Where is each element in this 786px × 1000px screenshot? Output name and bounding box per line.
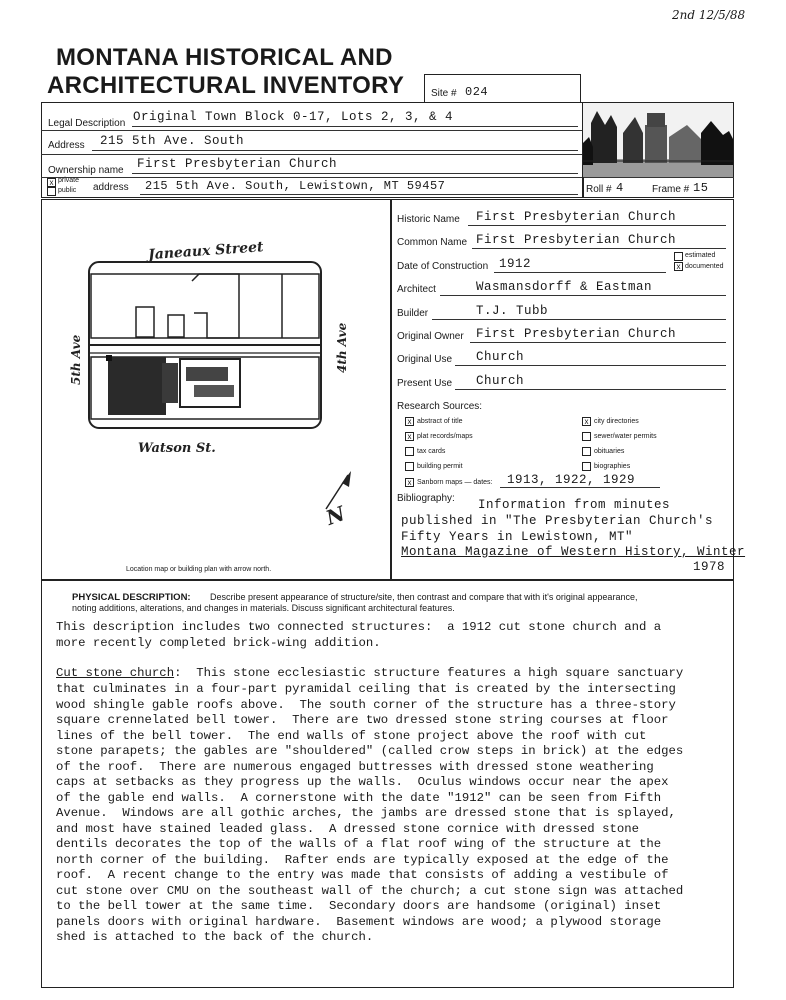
north-arrow-icon: N bbox=[322, 501, 349, 530]
body-line: square crennelated bell tower. There are two dressed stone string courses at floor bbox=[56, 713, 669, 727]
owner-address-label: address bbox=[93, 182, 129, 193]
estimated-label: estimated bbox=[685, 252, 716, 259]
body-line: of the roof. There are numerous engaged buttresses with dressed stone weathering bbox=[56, 760, 654, 774]
research-checkbox[interactable] bbox=[405, 447, 414, 456]
original-owner-value: First Presbyterian Church bbox=[476, 327, 677, 341]
body-line: of the gable end walls. A cornerstone with the date "1912" can be seen from Fifth bbox=[56, 791, 662, 805]
site-box bbox=[424, 74, 581, 103]
documented-label: documented bbox=[685, 263, 724, 270]
research-sources-label: Research Sources: bbox=[397, 401, 483, 412]
research-item: city directories bbox=[594, 418, 639, 425]
present-use-value: Church bbox=[476, 374, 525, 388]
form-title-line2: ARCHITECTURAL INVENTORY bbox=[47, 72, 405, 99]
corner-note: 2nd 12/5/88 bbox=[672, 8, 746, 22]
address-value: 215 5th Ave. South bbox=[100, 134, 245, 148]
documented-checkbox[interactable]: x bbox=[674, 262, 683, 271]
private-label: private bbox=[58, 177, 80, 184]
body-line: stone parapets; the gables are "shouldered" (called crow steps in brick) at the edges bbox=[56, 744, 684, 758]
legal-description-label: Legal Description bbox=[48, 118, 126, 129]
research-checkbox[interactable] bbox=[405, 462, 414, 471]
bibliography-line: Montana Magazine of Western History, Winter bbox=[401, 545, 746, 559]
bibliography-line: Information from minutes bbox=[478, 498, 671, 512]
private-checkbox[interactable]: x bbox=[47, 178, 56, 187]
research-checkbox[interactable] bbox=[582, 432, 591, 441]
sanborn-dates: 1913, 1922, 1929 bbox=[507, 473, 636, 487]
address-label: Address bbox=[48, 140, 85, 151]
physical-instructions-1: Describe present appearance of structure/site, then contrast and compare that with it's original appearance, bbox=[210, 592, 638, 602]
bibliography-label: Bibliography: bbox=[397, 493, 455, 504]
physical-instructions-2: noting additions, alterations, and changes in materials. Discuss significant architectural features. bbox=[72, 603, 455, 613]
body-line: to the bell tower at the same time. Secondary doors are handsome (original) inset bbox=[56, 899, 662, 913]
historic-name-label: Historic Name bbox=[397, 214, 460, 225]
original-use-label: Original Use bbox=[397, 354, 453, 365]
ownership-name-value: First Presbyterian Church bbox=[137, 157, 338, 171]
body-line: dentils decorates the top of the walls of a flat roof wing of the structure at the bbox=[56, 837, 662, 851]
date-of-construction-value: 1912 bbox=[499, 257, 532, 271]
body-line: north corner of the building. Rafter ends are typically exposed at the edge of the bbox=[56, 853, 669, 867]
body-line: cut stone over CMU on the southeast wall of the church; a cut stone sign was attached bbox=[56, 884, 684, 898]
map-street-top: Janeaux Street bbox=[147, 239, 264, 264]
ownership-name-label: Ownership name bbox=[48, 165, 124, 176]
frame-label: Frame # bbox=[652, 184, 690, 195]
architect-value: Wasmansdorff & Eastman bbox=[476, 280, 653, 294]
research-item: tax cards bbox=[417, 448, 446, 455]
site-label: Site # bbox=[431, 88, 457, 99]
body-line: panels doors with original hardware. Basement windows are wood; a plywood storage bbox=[56, 915, 662, 929]
research-item: obituaries bbox=[594, 448, 625, 455]
public-checkbox[interactable] bbox=[47, 187, 56, 196]
bibliography-line: Fifty Years in Lewistown, MT" bbox=[401, 530, 634, 544]
owner-address-value: 215 5th Ave. South, Lewistown, MT 59457 bbox=[145, 179, 446, 193]
research-checkbox[interactable]: x bbox=[405, 432, 414, 441]
research-checkbox[interactable]: x bbox=[405, 417, 414, 426]
site-value: 024 bbox=[465, 85, 489, 99]
sanborn-checkbox[interactable]: x bbox=[405, 478, 414, 487]
research-item: sewer/water permits bbox=[594, 433, 657, 440]
building-photo bbox=[582, 103, 733, 177]
body-line: that culminates in a four-part pyramidal ceiling that is created by the intersecting bbox=[56, 682, 676, 696]
location-map bbox=[44, 205, 388, 565]
date-of-construction-label: Date of Construction bbox=[397, 261, 489, 272]
map-street-right: 4th Ave bbox=[335, 322, 349, 373]
public-label: public bbox=[58, 187, 77, 194]
physical-description-label: PHYSICAL DESCRIPTION: bbox=[72, 592, 191, 603]
common-name-label: Common Name bbox=[397, 237, 468, 248]
body-line: : This stone ecclesiastic structure features a high square sanctuary bbox=[174, 666, 684, 680]
research-item: plat records/maps bbox=[417, 433, 473, 440]
bibliography-line: 1978 bbox=[693, 560, 726, 574]
body-line: roof. A recent change to the entry was made that consists of adding a vestibule of bbox=[56, 868, 669, 882]
historic-name-value: First Presbyterian Church bbox=[476, 210, 677, 224]
legal-description-value: Original Town Block 0-17, Lots 2, 3, & 4 bbox=[133, 110, 454, 124]
builder-label: Builder bbox=[397, 308, 429, 319]
sanborn-label: Sanborn maps — dates: bbox=[417, 479, 493, 486]
research-checkbox[interactable] bbox=[582, 462, 591, 471]
original-use-value: Church bbox=[476, 350, 525, 364]
body-line: Avenue. Windows are all gothic arches, the jambs are dressed stone that is splayed, bbox=[56, 806, 676, 820]
research-item: building permit bbox=[417, 463, 463, 470]
body-line: and most have stained leaded glass. A dressed stone cornice with dressed stone bbox=[56, 822, 639, 836]
body-first-line bbox=[56, 666, 683, 680]
bibliography-line: published in "The Presbyterian Church's bbox=[401, 514, 714, 528]
research-checkbox[interactable] bbox=[582, 447, 591, 456]
frame-value: 15 bbox=[693, 181, 709, 195]
builder-value: T.J. Tubb bbox=[476, 304, 549, 318]
map-street-bottom: Watson St. bbox=[138, 441, 216, 456]
research-item: biographies bbox=[594, 463, 631, 470]
body-line: caps at setbacks as they progress up the walls. Oculus windows occur near the apex bbox=[56, 775, 669, 789]
form-title-line1: MONTANA HISTORICAL AND bbox=[56, 44, 393, 71]
intro-line: more recently completed brick-wing addition. bbox=[56, 636, 381, 650]
map-street-left: 5th Ave bbox=[69, 334, 83, 385]
intro-line: This description includes two connected structures: a 1912 cut stone church and a bbox=[56, 620, 662, 634]
map-caption: Location map or building plan with arrow north. bbox=[126, 566, 272, 573]
research-item: abstract of title bbox=[417, 418, 463, 425]
architect-label: Architect bbox=[397, 284, 436, 295]
section-heading: Cut stone church bbox=[56, 666, 175, 680]
research-checkbox[interactable]: x bbox=[582, 417, 591, 426]
estimated-checkbox[interactable] bbox=[674, 252, 683, 261]
common-name-value: First Presbyterian Church bbox=[476, 233, 677, 247]
body-line: wood shingle gable roofs above. The south corner of the structure has a three-story bbox=[56, 698, 676, 712]
roll-value: 4 bbox=[616, 181, 624, 195]
present-use-label: Present Use bbox=[397, 378, 453, 389]
roll-label: Roll # bbox=[586, 184, 612, 195]
body-line: lines of the bell tower. The end walls of stone project above the roof with cut bbox=[56, 729, 647, 743]
original-owner-label: Original Owner bbox=[397, 331, 464, 342]
body-line: shed is attached to the back of the church. bbox=[56, 930, 374, 944]
